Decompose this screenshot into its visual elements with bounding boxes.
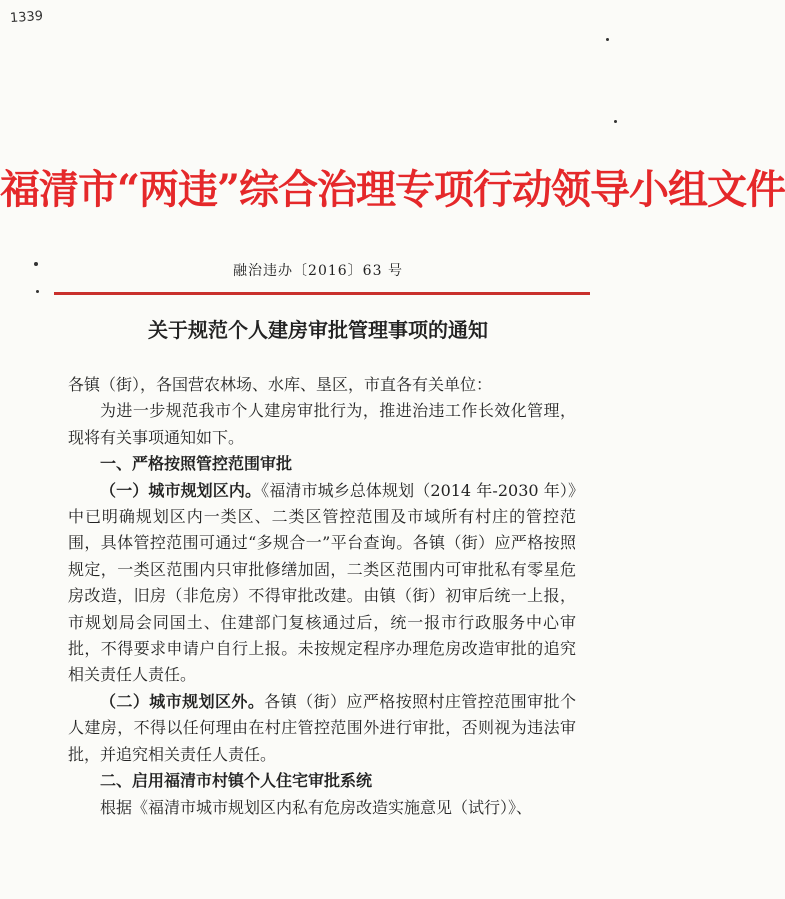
item-1-label: （一）城市规划区内。 xyxy=(100,480,262,500)
handwritten-note: 1339 xyxy=(9,8,44,27)
scan-speck xyxy=(606,38,609,41)
item-2-text: 各镇（街）应严格按照村庄管控范围审批个人建房，不得以任何理由在村庄管控范围外进行审批，否则视为违法审批，并追究相关责任人责任。 xyxy=(68,691,576,764)
section-1-item-2 xyxy=(68,689,576,768)
section-1-heading: 一、严格按照管控范围审批 xyxy=(100,454,293,474)
item-2-label: （二）城市规划区外。 xyxy=(100,691,265,711)
document-number: 融治违办〔2016〕63 号 xyxy=(233,263,403,279)
scan-speck xyxy=(36,290,39,293)
issuer-header-title: 福清市“两违”综合治理专项行动领导小组文件 xyxy=(0,166,785,213)
section-2-heading: 二、启用福清市村镇个人住宅审批系统 xyxy=(100,771,373,791)
addressee: 各镇（街），各国营农林场、水库、垦区，市直各有关单位： xyxy=(68,375,493,394)
intro-paragraph: 为进一步规范我市个人建房审批行为，推进治违工作长效化管理，现将有关事项通知如下。 xyxy=(68,401,576,447)
notice-body xyxy=(68,372,576,821)
notice-title: 关于规范个人建房审批管理事项的通知 xyxy=(148,318,488,342)
scan-speck xyxy=(614,120,617,123)
red-divider xyxy=(54,292,590,295)
section-2-text: 根据《福清市城市规划区内私有危房改造实施意见（试行）》、 xyxy=(100,797,533,817)
section-1-item-1 xyxy=(68,478,576,689)
item-1-text: 《福清市城乡总体规划（2014 年-2030 年）》中已明确规划区内一类区、二类区管控范围及市域所有村庄的管控范围，具体管控范围可通过“多规合一”平台查询。各镇（街）应严格按照规定，一类区范围内只审批修缮加固，二类区范围内可审批私有零星危房改造，旧房（非危房）不得审批改建。由镇（街）初审后统一上报，市规划局会同国土、住建部门复核通过后，统一报市行政服务中心审批，不得要求申请户自行上报。未按规定程序办理危房改造审批的追究相关责任人责任。 xyxy=(68,480,576,685)
